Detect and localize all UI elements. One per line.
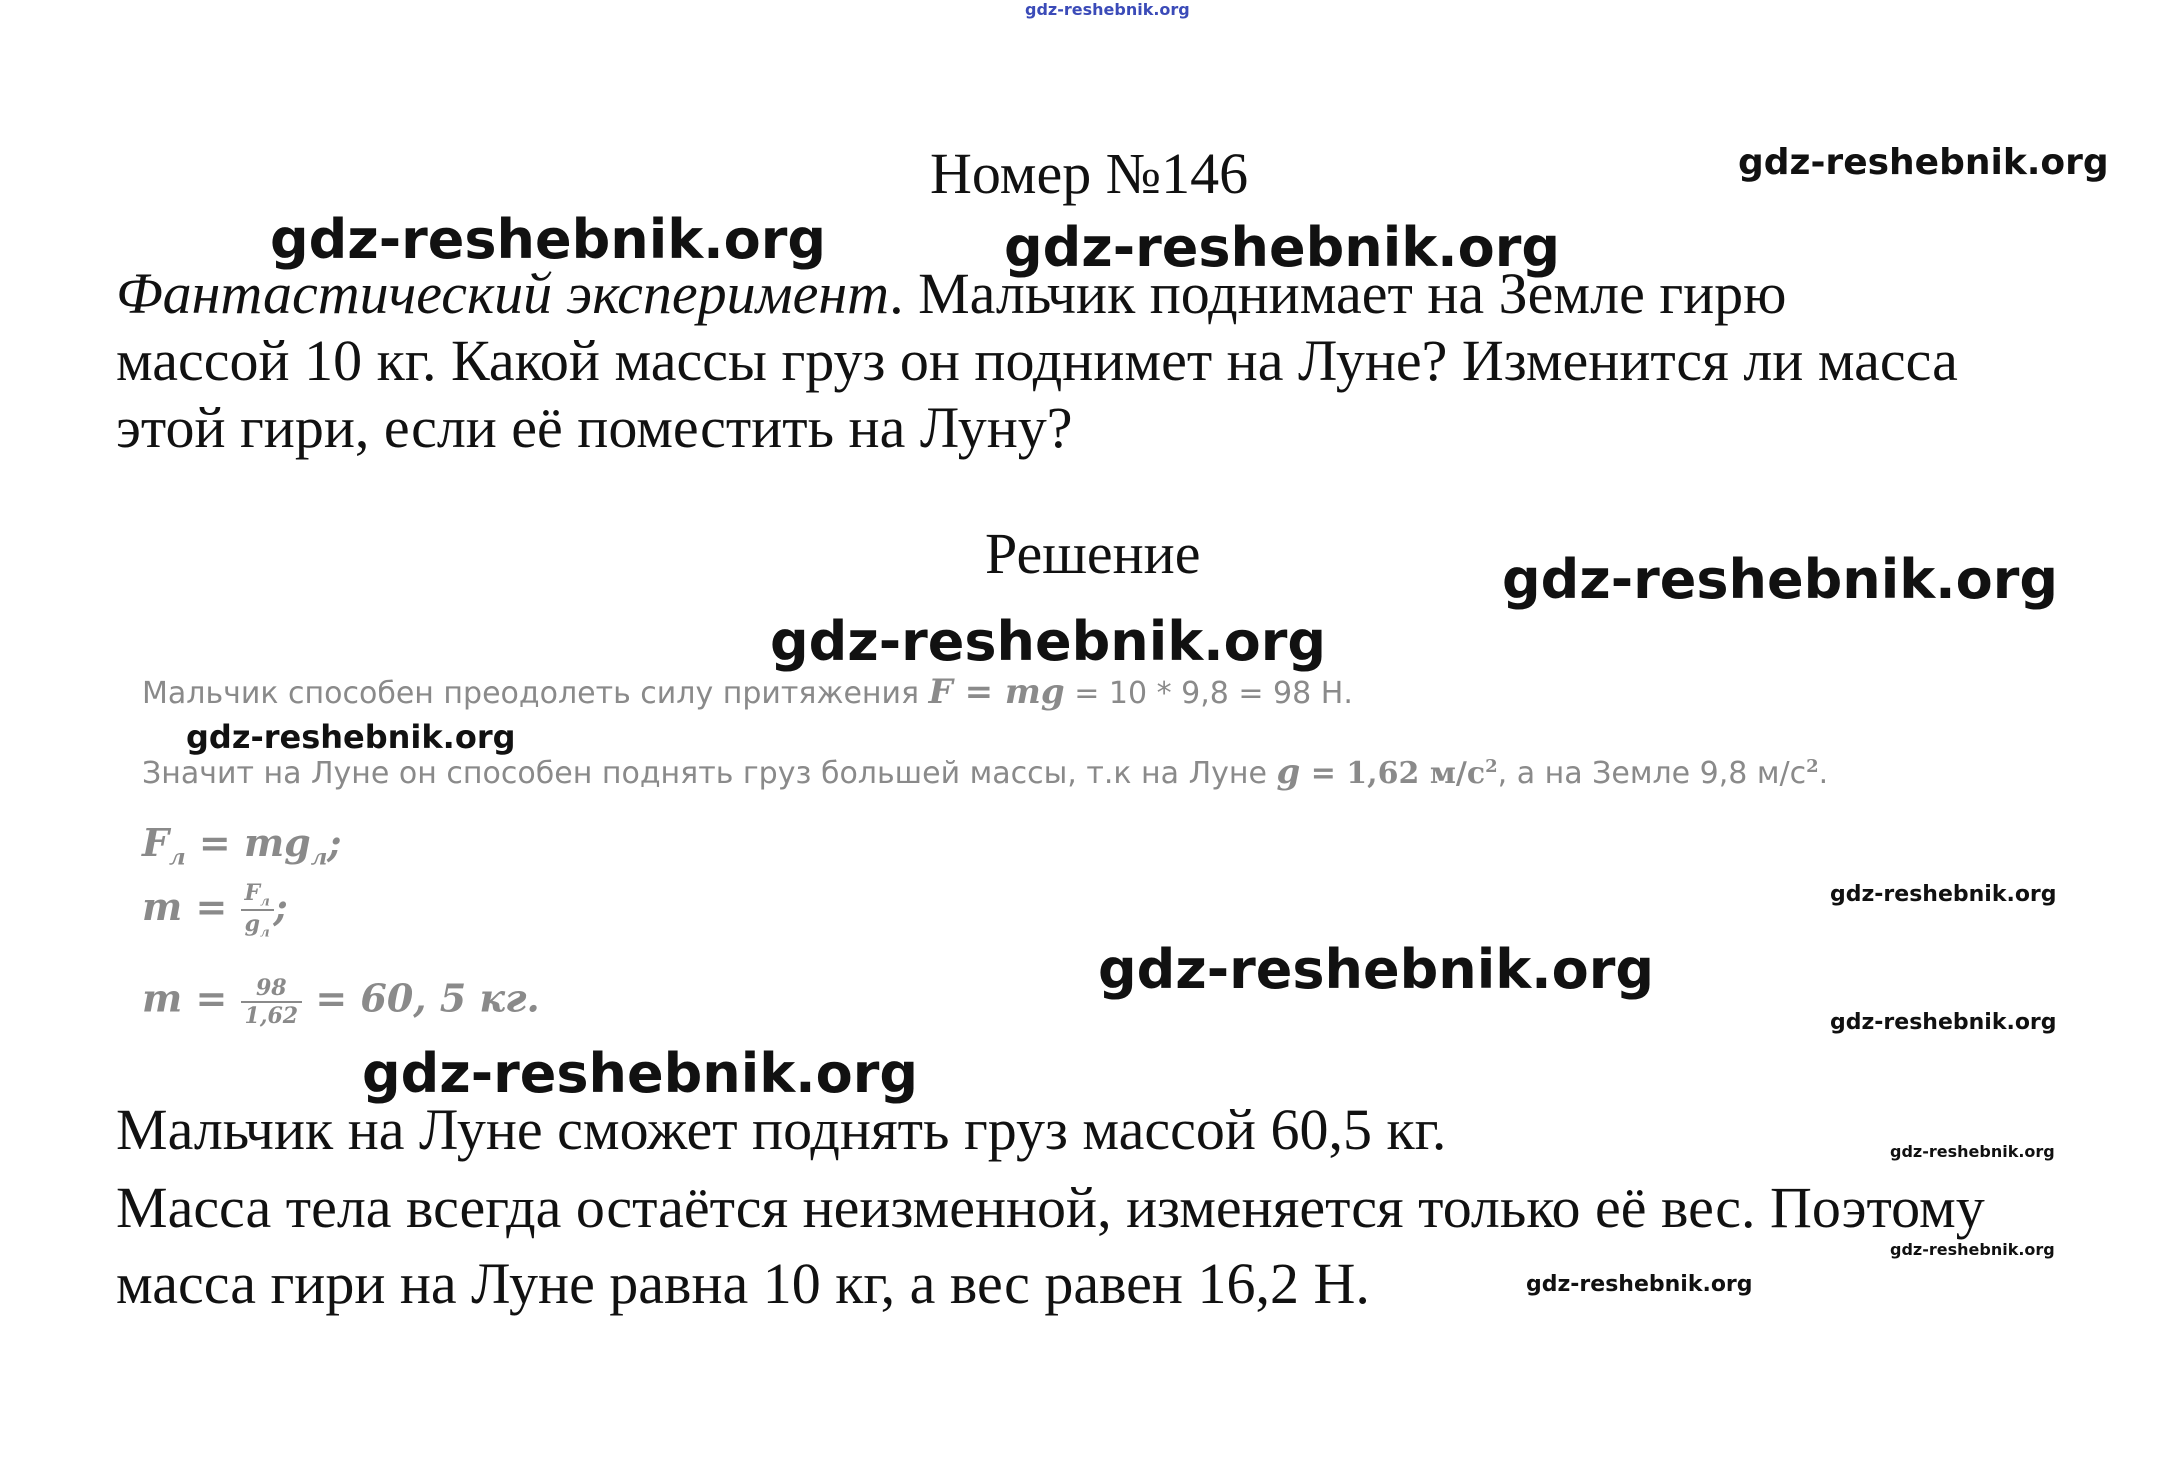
eq2-num-text: F <box>244 880 261 906</box>
problem-line-2: массой 10 кг. Какой массы груз он поднимет на Луне? Изменится ли масса <box>116 328 1958 393</box>
problem-line-1 <box>116 260 1958 327</box>
problem-italic-lead: Фантастический эксперимент <box>116 261 890 326</box>
watermark: gdz-reshebnik.org <box>1830 1010 2057 1035</box>
problem-line-3: этой гири, если её поместить на Луну? <box>116 395 1073 460</box>
eq2-den-sub: л <box>260 925 270 941</box>
eq1-end: ; <box>327 820 342 865</box>
problem-line-1-rest: . Мальчик поднимает на Земле гирю <box>889 261 1787 326</box>
watermark: gdz-reshebnik.org <box>1830 882 2057 907</box>
watermark: gdz-reshebnik.org <box>1526 1272 1753 1297</box>
eq1-lhs: F <box>142 820 169 865</box>
answer-line-1: Мальчик на Луне сможет поднять груз массой 60,5 кг. <box>116 1097 1447 1162</box>
watermark: gdz-reshebnik.org <box>1098 938 1655 1001</box>
solution-line-1-tail: = 10 * 9,8 = 98 Н. <box>1064 676 1353 711</box>
watermark: gdz-reshebnik.org <box>1738 142 2109 183</box>
equation-2 <box>142 880 288 941</box>
eq3-fraction <box>241 975 303 1029</box>
superscript-2: 2 <box>1485 756 1498 777</box>
answer-line-2: Масса тела всегда остаётся неизменной, изменяется только её вес. Поэтому <box>116 1175 1985 1240</box>
solution-g-earth-value: , а на Земле 9,8 м/с <box>1497 756 1807 791</box>
solution-formula-f-mg: F = mg <box>928 672 1065 712</box>
page-title: Номер №146 <box>930 141 1249 206</box>
eq2-denominator <box>241 911 274 940</box>
watermark: gdz-reshebnik.org <box>186 718 516 756</box>
answer-line-3: масса гири на Луне равна 10 кг, а вес равен 16,2 Н. <box>116 1251 1370 1316</box>
eq2-numerator <box>241 880 274 911</box>
eq3-numerator: 98 <box>241 975 303 1003</box>
eq2-num-sub: л <box>260 894 270 910</box>
solution-g-moon-value: = 1,62 м/с <box>1300 756 1486 791</box>
solution-line-2 <box>142 752 1828 792</box>
eq3-rhs: = 60, 5 кг. <box>302 975 540 1021</box>
equation-1 <box>142 820 341 871</box>
watermark: gdz-reshebnik.org <box>770 610 1327 673</box>
watermark-top: gdz-reshebnik.org <box>1025 0 1190 19</box>
superscript-2: 2 <box>1806 756 1819 777</box>
eq3-lhs: m = <box>142 975 241 1021</box>
eq3-denominator: 1,62 <box>244 1003 299 1029</box>
eq2-end: ; <box>273 883 288 929</box>
watermark: gdz-reshebnik.org <box>1890 1142 2055 1161</box>
solution-g-symbol: g <box>1276 752 1301 792</box>
solution-heading: Решение <box>985 521 1201 586</box>
equation-3 <box>142 975 540 1029</box>
eq2-den-text: g <box>244 911 261 938</box>
eq2-lhs: m = <box>142 883 241 929</box>
solution-line-1 <box>142 672 1353 712</box>
watermark: gdz-reshebnik.org <box>270 208 827 271</box>
watermark: gdz-reshebnik.org <box>1890 1240 2055 1259</box>
watermark: gdz-reshebnik.org <box>1004 216 1561 279</box>
solution-period: . <box>1818 756 1829 791</box>
problem-text <box>116 260 1958 461</box>
eq2-fraction <box>241 880 274 941</box>
watermark: gdz-reshebnik.org <box>362 1042 919 1105</box>
solution-line-2-text: Значит на Луне он способен поднять груз большей массы, т.к на Луне <box>142 756 1277 791</box>
eq1-rhs: = mg <box>185 820 311 865</box>
eq1-rhs-subscript: л <box>310 844 328 871</box>
solution-line-1-text: Мальчик способен преодолеть силу притяжения <box>142 676 929 711</box>
watermark: gdz-reshebnik.org <box>1502 548 2059 611</box>
eq1-subscript: л <box>168 844 186 871</box>
